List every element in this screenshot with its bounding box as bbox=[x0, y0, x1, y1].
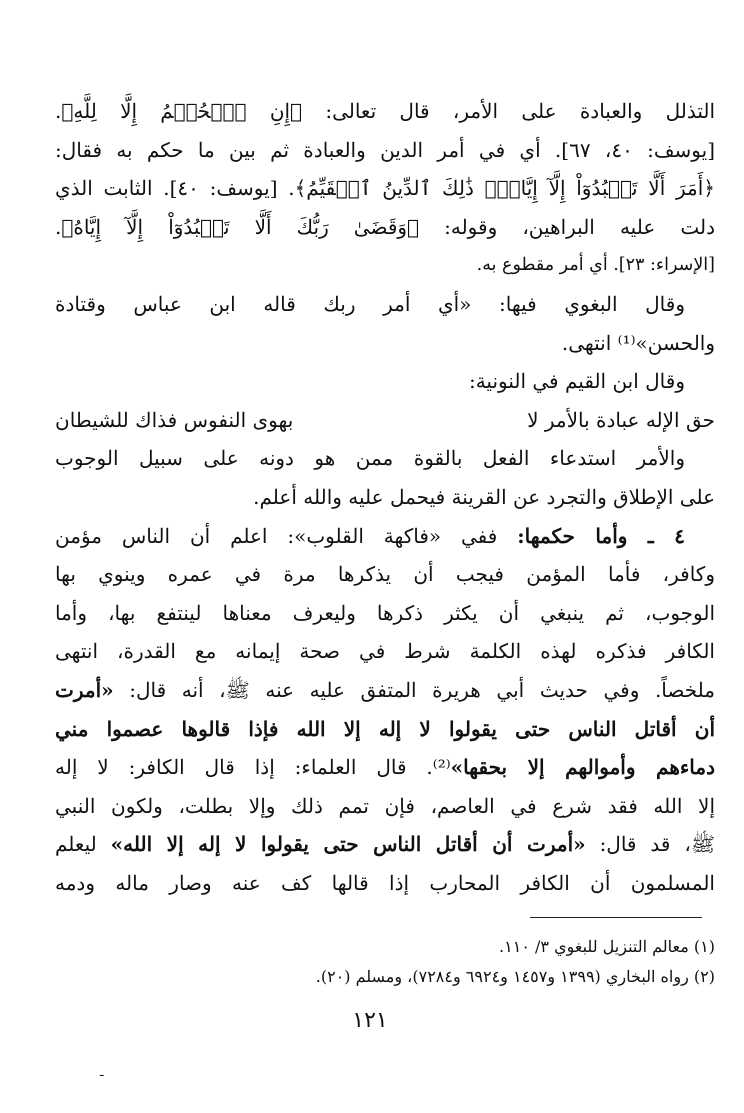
poem-verse bbox=[55, 401, 715, 440]
text-line: الوجوب، ثم ينبغي أن يكثر ذكرها وليعرف معناها لينتفع بها، وأما bbox=[55, 600, 715, 625]
text-line: والأمر استدعاء الفعل بالقوة ممن هو دونه على سبيل الوجوب bbox=[55, 446, 685, 471]
text-line bbox=[55, 825, 715, 864]
text-line: دلت عليه البراهين، وقوله: ﴿وَقَضَىٰ رَبُّكَ أَلَّا تَعۡبُدُوٓاْ إِلَّآ إِيَّاهُ﴾. bbox=[55, 214, 715, 239]
text-line: وكافر، فأما المؤمن فيجب أن يذكرها مرة في عمره وينوي بها bbox=[55, 562, 715, 587]
text-line: والحسن»⁽¹⁾ انتهى. bbox=[561, 330, 715, 355]
text-line: الكافر فذكره لهذه الكلمة شرط في صحة إيمانه مع القدرة، انتهى bbox=[55, 639, 715, 664]
hadith-text: «أمرت أن أقاتل الناس حتى يقولوا لا إله إلا الله» bbox=[110, 832, 586, 857]
stray-mark: ـ bbox=[100, 1065, 104, 1079]
text-line: وقال البغوي فيها: «أي أمر ربك قاله ابن عباس وقتادة bbox=[55, 291, 685, 316]
hadith-text: «أمرت bbox=[55, 677, 114, 702]
main-text bbox=[55, 92, 715, 902]
text-span: ⁽²⁾. قال العلماء: إذا قال الكافر: لا إله bbox=[55, 755, 451, 780]
section-heading-line bbox=[55, 517, 715, 556]
footnote: (٢) رواه البخاري (١٣٩٩ و١٤٥٧ و٦٩٢٤ و٧٢٨٤)، ومسلم (٢٠). bbox=[315, 967, 715, 986]
text-span: ليعلم bbox=[55, 832, 111, 857]
text-line: ﴿أَمَرَ أَلَّا تَعۡبُدُوٓاْ إِلَّآ إِيَّاهُۚ ذَٰلِكَ ٱلدِّينُ ٱلۡقَيِّمُ﴾. [يوسف: ٤٠]. الثابت الذي bbox=[55, 176, 716, 201]
footnote: (١) معالم التنزيل للبغوي ٣/ ١١٠. bbox=[499, 937, 715, 956]
footnotes bbox=[100, 932, 715, 992]
text-line: إلا الله فقد شرع في العاصم، فإن تمم ذلك وإلا بطلت، ولكون النبي bbox=[55, 793, 715, 818]
verse-first-hemistich: حق الإله عبادة بالأمر لا bbox=[527, 407, 715, 432]
verse-second-hemistich: بهوى النفوس فذاك للشيطان bbox=[55, 407, 294, 432]
hadith-text: دماءهم وأموالهم إلا بحقها» bbox=[450, 755, 716, 780]
section-heading: ٤ ـ وأما حكمها: bbox=[517, 523, 685, 548]
text-span: ﷺ، قد قال: bbox=[585, 832, 716, 857]
text-line: [الإسراء: ٢٣]. أي أمر مقطوع به. bbox=[476, 255, 715, 276]
hadith-line: أن أقاتل الناس حتى يقولوا لا إله إلا الله فإذا قالوها عصموا مني bbox=[55, 716, 715, 741]
text-span: ملخصاً. وفي حديث أبي هريرة المتفق عليه عنه ﷺ، أنه قال: bbox=[113, 677, 715, 702]
text-line bbox=[55, 671, 715, 710]
text-line: وقال ابن القيم في النونية: bbox=[468, 369, 685, 394]
section-text: ففي «فاكهة القلوب»: اعلم أن الناس مؤمن bbox=[55, 523, 518, 548]
text-line: على الإطلاق والتجرد عن القرينة فيحمل عليه والله أعلم. bbox=[253, 484, 715, 509]
text-line: التذلل والعبادة على الأمر، قال تعالى: ﴿إِنِ ٱلۡحُكۡمُ إِلَّا لِلَّهِ﴾. bbox=[55, 99, 715, 123]
text-line: [يوسف: ٤٠، ٦٧]. أي في أمر الدين والعبادة ثم بين ما حكم به فقال: bbox=[55, 137, 716, 162]
text-line bbox=[55, 748, 715, 787]
text-line: المسلمون أن الكافر المحارب إذا قالها كف عنه وصار ماله ودمه bbox=[55, 870, 715, 895]
footnote-divider bbox=[530, 917, 702, 918]
page-number: ١٢١ bbox=[352, 1008, 388, 1033]
